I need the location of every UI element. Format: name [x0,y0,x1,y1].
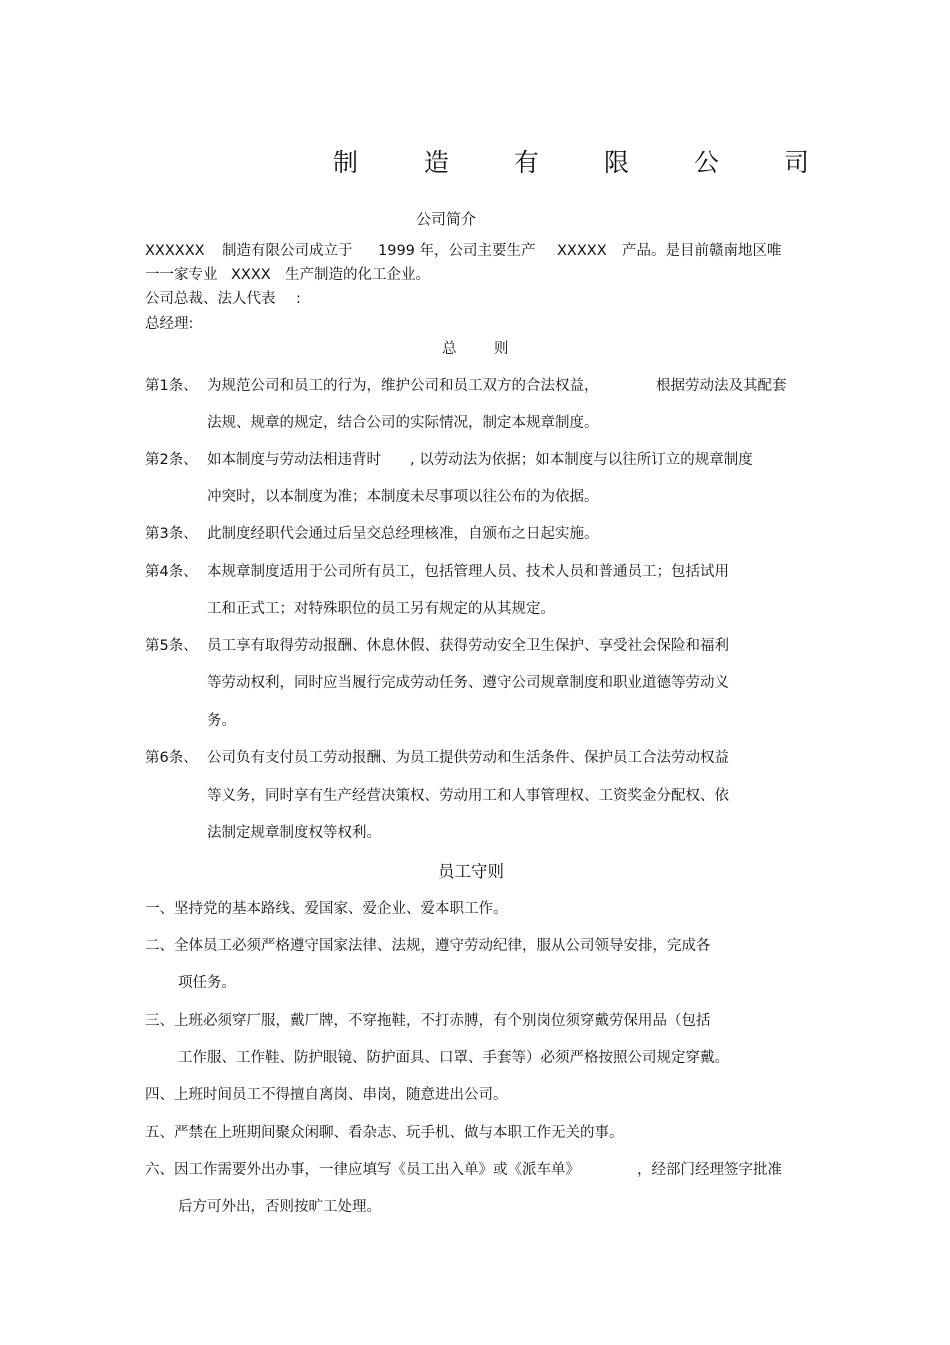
gm-label: 总经理: [145,316,194,332]
intro-line1-a: 制造有限公司成立于 [222,243,353,259]
rule-line-tail: ，经部门经理签字批准 [637,1162,782,1178]
rule-line: 一、坚持党的基本路线、爱国家、爱企业、爱本职工作。 [145,901,508,917]
rule-line: 五、严禁在上班期间聚众闲聊、看杂志、玩手机、做与本职工作无关的事。 [145,1125,624,1141]
rule-line: 工作服、工作鞋、防护眼镜、防护面具、口罩、手套等）必须严格按照公司规定穿戴。 [178,1050,729,1066]
article-line-tail: 根据劳动法及其配套 [656,378,787,394]
rule-line: 六、因工作需要外出办事，一律应填写《员工出入单》或《派车单》 [145,1162,580,1178]
article-line: 为规范公司和员工的行为，维护公司和员工双方的合法权益， [207,378,599,394]
title-char: 公 [694,148,720,177]
article-line: 务。 [207,713,236,729]
article-line: 等劳动权利，同时应当履行完成劳动任务、遵守公司规章制度和职业道德等劳动义 [207,675,729,691]
intro-line1-b: 产品。是目前赣南地区唯 [622,243,782,259]
rule-line: 后方可外出，否则按旷工处理。 [178,1199,381,1215]
article-line-tail: , 以劳动法为依据；如本制度与以往所订立的规章制度 [410,452,753,468]
article-label: 第4条、 [145,564,198,580]
rules-heading: 员工守则 [438,862,504,881]
ceo-label: 公司总裁、法人代表 [145,291,276,307]
intro-product: XXXXX [557,243,607,259]
title-char: 制 [333,148,359,177]
article-line: 法制定规章制度权等权利。 [207,825,381,841]
intro-line2-a: 一一家专业 [145,267,218,283]
general-heading-a: 总 [442,341,457,357]
article-label: 第2条、 [145,452,198,468]
title-char: 造 [424,148,450,177]
article-label: 第6条、 [145,750,198,766]
rule-line: 二、全体员工必须严格遵守国家法律、法规，遵守劳动纪律，服从公司领导安排，完成各 [145,938,711,954]
article-line: 等义务，同时享有生产经营决策权、劳动用工和人事管理权、工资奖金分配权、依 [207,788,729,804]
article-line: 本规章制度适用于公司所有员工，包括管理人员、技术人员和普通员工；包括试用 [207,564,729,580]
intro-heading: 公司简介 [416,210,477,228]
rule-line: 三、上班必须穿厂服，戴厂牌，不穿拖鞋，不打赤膊，有个别岗位须穿戴劳保用品（包括 [145,1013,711,1029]
article-label: 第1条、 [145,378,198,394]
title-char: 限 [604,148,630,177]
rule-line: 项任务。 [178,975,236,991]
article-line: 公司负有支付员工劳动报酬、为员工提供劳动和生活条件、保护员工合法劳动权益 [207,750,729,766]
article-label: 第5条、 [145,638,198,654]
article-label: 第3条、 [145,526,198,542]
article-line: 此制度经职代会通过后呈交总经理核准，自颁布之日起实施。 [207,526,599,542]
intro-year: 1999 年，公司主要生产 [378,243,536,259]
article-line: 员工享有取得劳动报酬、休息休假、获得劳动安全卫生保护、享受社会保险和福利 [207,638,729,654]
general-heading-b: 则 [494,341,509,357]
rule-line: 四、上班时间员工不得擅自离岗、串岗，随意进出公司。 [145,1087,508,1103]
intro-product2: XXXX [231,267,271,283]
intro-company-prefix: XXXXXX [145,243,205,259]
article-line: 工和正式工；对特殊职位的员工另有规定的从其规定。 [207,601,555,617]
ceo-colon: : [296,291,301,307]
title-char: 有 [514,148,540,177]
title-char: 司 [784,148,810,177]
article-line: 如本制度与劳动法相违背时 [207,452,381,468]
intro-line2-b: 生产制造的化工企业。 [285,267,430,283]
article-line: 冲突时，以本制度为准；本制度未尽事项以往公布的为依据。 [207,489,599,505]
article-line: 法规、规章的规定，结合公司的实际情况，制定本规章制度。 [207,415,599,431]
